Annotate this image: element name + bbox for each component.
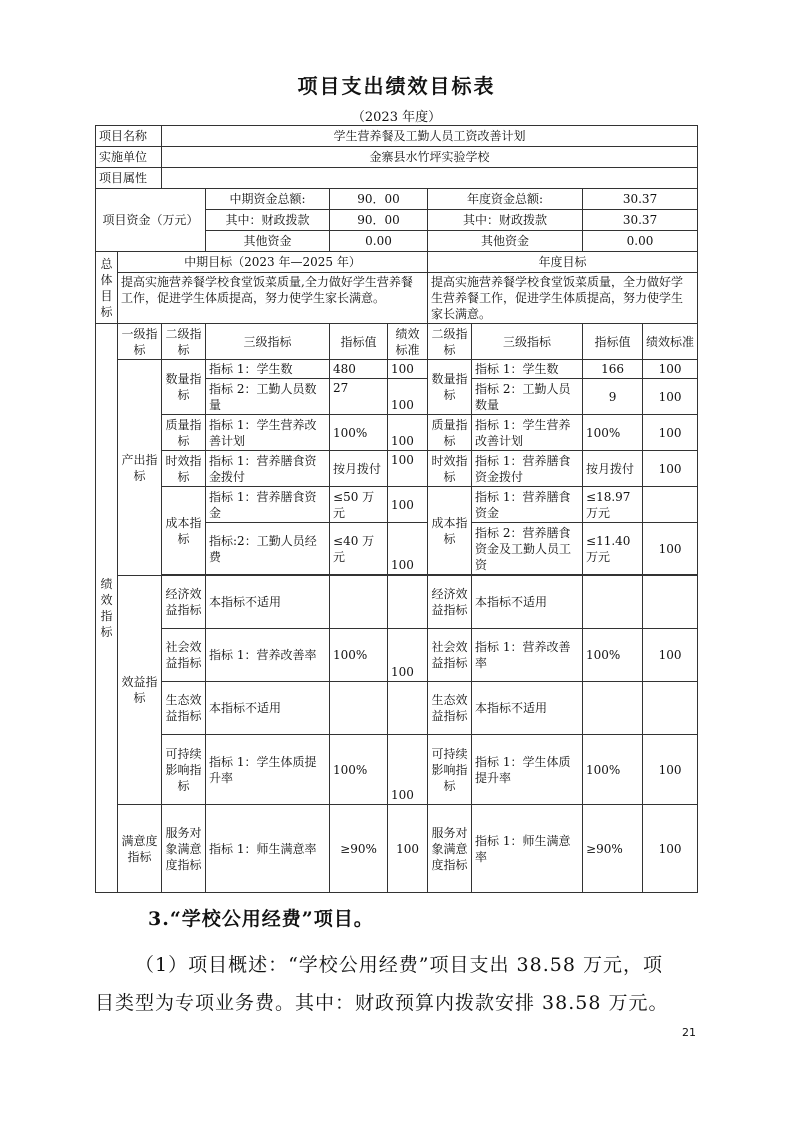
- table-cell: [643, 576, 698, 629]
- perf-label: 绩效指标: [96, 324, 118, 893]
- table-cell: [583, 576, 643, 629]
- quantity-label: 数量指标: [162, 360, 206, 415]
- table-cell: 指标 2：工勤人员数量: [206, 379, 330, 415]
- table-cell: [330, 576, 388, 629]
- table-cell: 指标 1：营养膳食资金: [206, 487, 330, 523]
- section-heading: 3.“学校公用经费”项目。: [148, 908, 374, 930]
- table-cell: 按月拨付: [330, 451, 388, 487]
- table-cell: 100%: [583, 629, 643, 682]
- attr-value: [162, 168, 698, 189]
- ecological-label: 生态效益指标: [162, 682, 206, 735]
- table-cell: 100: [643, 805, 698, 893]
- table-cell: [643, 682, 698, 735]
- paragraph-line-2: 目类型为专项业务费。其中：财政预算内拨款安排 38.58 万元。: [95, 992, 669, 1014]
- year-total-label: 年度资金总额:: [428, 189, 583, 210]
- social-label: 社会效益指标: [162, 629, 206, 682]
- mid-fiscal: 90．00: [330, 210, 428, 231]
- table-cell: 指标 2：工勤人员数量: [472, 379, 583, 415]
- economic-label: 经济效益指标: [162, 576, 206, 629]
- table-cell: [388, 682, 428, 735]
- table-cell: 100: [388, 451, 428, 487]
- table-cell: 166: [583, 360, 643, 379]
- year-other: 0.00: [583, 231, 698, 252]
- table-cell: 指标 1：学生营养改善计划: [206, 415, 330, 451]
- table-cell: 100: [643, 523, 698, 575]
- table-cell: 本指标不适用: [472, 576, 583, 629]
- economic-label-year: 经济效益指标: [428, 576, 472, 629]
- header-standard: 绩效标准: [388, 324, 428, 360]
- page-number: 21: [682, 1026, 696, 1039]
- table-cell: 100: [388, 487, 428, 523]
- table-cell: 480: [330, 360, 388, 379]
- table-cell: 指标 1：学生数: [206, 360, 330, 379]
- table-cell: 100%: [583, 415, 643, 451]
- table-cell: 指标 1：学生数: [472, 360, 583, 379]
- year-label: （2023 年度）: [351, 110, 442, 125]
- mid-total: 90．00: [330, 189, 428, 210]
- benefit-label: 效益指标: [118, 576, 162, 805]
- mid-goal-header: 中期目标（2023 年—2025 年）: [118, 252, 428, 273]
- table-cell: 指标 1：营养改善率: [206, 629, 330, 682]
- timeliness-label: 时效指标: [162, 451, 206, 487]
- year-total: 30.37: [583, 189, 698, 210]
- table-cell: 9: [583, 379, 643, 415]
- table-cell: 100: [643, 451, 698, 487]
- timeliness-label-year: 时效指标: [428, 451, 472, 487]
- service-label: 服务对象满意度指标: [162, 805, 206, 893]
- table-cell: ≥90%: [330, 805, 388, 893]
- table-cell: 100: [643, 735, 698, 805]
- table-cell: ≤18.97 万元: [583, 487, 643, 523]
- table-cell: 100: [388, 735, 428, 805]
- table-cell: ≥90%: [583, 805, 643, 893]
- table-cell: 本指标不适用: [206, 682, 330, 735]
- cost-label: 成本指标: [162, 487, 206, 575]
- project-name-label: 项目名称: [96, 126, 162, 147]
- table-cell: 100: [643, 360, 698, 379]
- year-other-label: 其他资金: [428, 231, 583, 252]
- cost-label-year: 成本指标: [428, 487, 472, 575]
- table-cell: [583, 682, 643, 735]
- table-cell: 100: [388, 379, 428, 415]
- table-cell: 指标 2：营养膳食资金及工勤人员工资: [472, 523, 583, 575]
- table-cell: 100%: [330, 415, 388, 451]
- year-goal-header: 年度目标: [428, 252, 698, 273]
- satisfaction-label: 满意度指标: [118, 805, 162, 893]
- mid-other: 0.00: [330, 231, 428, 252]
- service-label-year: 服务对象满意度指标: [428, 805, 472, 893]
- table-cell: 100%: [583, 735, 643, 805]
- table-cell: 指标 1：学生体质提升率: [472, 735, 583, 805]
- table-cell: 指标 1：营养改善率: [472, 629, 583, 682]
- table-cell: 指标 1：学生体质提升率: [206, 735, 330, 805]
- page-title: 项目支出绩效目标表: [297, 74, 496, 98]
- unit-value: 金寨县水竹坪实验学校: [162, 147, 698, 168]
- year-goal-text: 提高实施营养餐学校食堂饭菜质量，全力做好学生营养餐工作，促进学生体质提高，努力使学生家长满意。: [428, 273, 698, 324]
- header-standard-year: 绩效标准: [643, 324, 698, 360]
- table-cell: ≤11.40 万元: [583, 523, 643, 575]
- sustain-label-year: 可持续影响指标: [428, 735, 472, 805]
- table-cell: 本指标不适用: [472, 682, 583, 735]
- mid-fiscal-label: 其中：财政拨款: [206, 210, 330, 231]
- year-fiscal: 30.37: [583, 210, 698, 231]
- unit-label: 实施单位: [96, 147, 162, 168]
- table-cell: 指标:2：工勤人员经费: [206, 523, 330, 575]
- mid-total-label: 中期资金总额:: [206, 189, 330, 210]
- ecological-label-year: 生态效益指标: [428, 682, 472, 735]
- social-label-year: 社会效益指标: [428, 629, 472, 682]
- attr-label: 项目属性: [96, 168, 162, 189]
- table-cell: ≤50 万元: [330, 487, 388, 523]
- header-value-year: 指标值: [583, 324, 643, 360]
- header-level3-year: 三级指标: [472, 324, 583, 360]
- table-cell: 100%: [330, 629, 388, 682]
- paragraph-line-1: （1）项目概述：“学校公用经费”项目支出 38.58 万元，项: [135, 954, 663, 976]
- project-name: 学生营养餐及工勤人员工资改善计划: [162, 126, 698, 147]
- table-cell: 100: [388, 523, 428, 575]
- quality-label: 质量指标: [162, 415, 206, 451]
- table-cell: 100: [643, 415, 698, 451]
- table-cell: 指标 1：学生营养改善计划: [472, 415, 583, 451]
- table-cell: 27: [330, 379, 388, 415]
- table-cell: ≤40 万元: [330, 523, 388, 575]
- table-cell: 指标 1：营养膳食资金拨付: [206, 451, 330, 487]
- header-level2: 二级指标: [162, 324, 206, 360]
- table-cell: 100: [388, 805, 428, 893]
- table-cell: [330, 682, 388, 735]
- funds-label: 项目资金（万元）: [96, 189, 206, 252]
- table-cell: [388, 576, 428, 629]
- table-cell: 指标 1：营养膳食资金拨付: [472, 451, 583, 487]
- table-cell: 指标 1：师生满意率: [472, 805, 583, 893]
- table-cell: 100: [643, 379, 698, 415]
- table-cell: 100: [388, 415, 428, 451]
- table-cell: 指标 1：营养膳食资金: [472, 487, 583, 523]
- header-value: 指标值: [330, 324, 388, 360]
- overall-label: 总体目标: [96, 252, 118, 324]
- quality-label-year: 质量指标: [428, 415, 472, 451]
- performance-table: [95, 125, 698, 893]
- table-cell: 100: [388, 629, 428, 682]
- mid-goal-text: 提高实施营养餐学校食堂饭菜质量,全力做好学生营养餐工作，促进学生体质提高，努力使学生家长满意。: [118, 273, 428, 324]
- header-level3: 三级指标: [206, 324, 330, 360]
- table-cell: 本指标不适用: [206, 576, 330, 629]
- table-cell: 100: [388, 360, 428, 379]
- output-label: 产出指标: [118, 360, 162, 576]
- sustain-label: 可持续影响指标: [162, 735, 206, 805]
- header-level1: 一级指标: [118, 324, 162, 360]
- table-cell: [643, 487, 698, 523]
- mid-other-label: 其他资金: [206, 231, 330, 252]
- quantity-label-year: 数量指标: [428, 360, 472, 415]
- table-cell: 指标 1：师生满意率: [206, 805, 330, 893]
- table-cell: 100%: [330, 735, 388, 805]
- year-fiscal-label: 其中：财政拨款: [428, 210, 583, 231]
- table-cell: 100: [643, 629, 698, 682]
- table-cell: 按月拨付: [583, 451, 643, 487]
- header-level2-year: 二级指标: [428, 324, 472, 360]
